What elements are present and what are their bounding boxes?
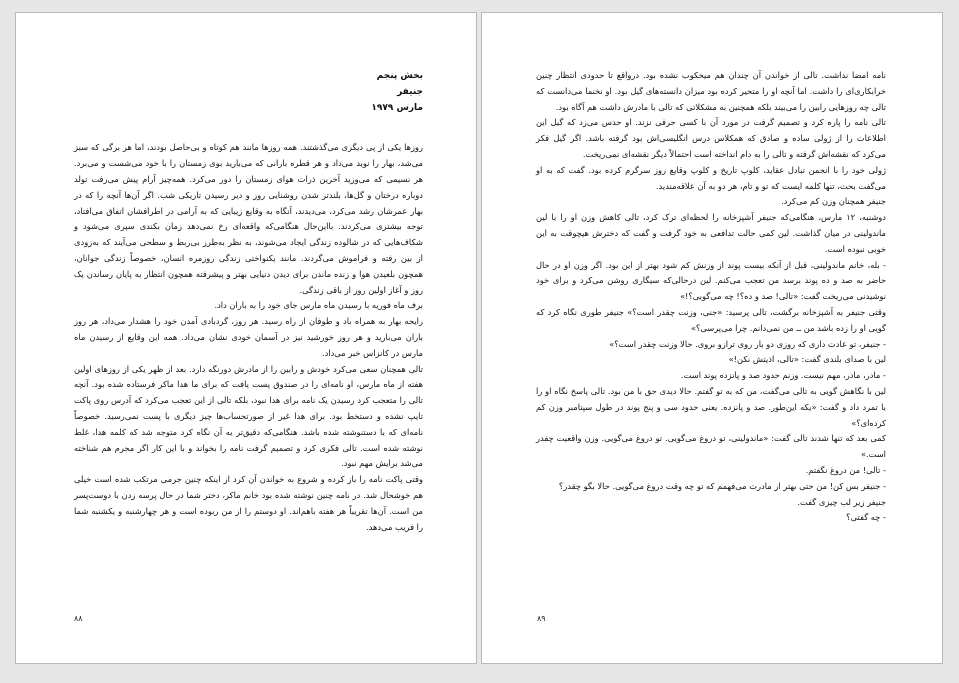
paragraph: وقتی پاکت نامه را باز کرده و شروع به خواندن آن کرد از اینکه چنین جرمی مرتکب شده است خیلی هم خوشحال شد. در نامه چنین نوشته شده بود خانم ماکر، دختر شما در حال پرسه زدن با دوست‌پسر من است. آن‌ها تقریباً هر هفته باهم‌اند. او دوستم را از من ربوده است و هر چهارشنبه و یکشنبه شما را فریب می‌دهد. — [74, 474, 423, 532]
paragraph: برف ماه فوریه با رسیدن ماه مارس جای خود را به باران داد. — [214, 300, 423, 311]
paragraph: - جنیفر بس کن! من حتی بهتر از مادرت می‌فهمم که تو چه وقت دروغ می‌گویی. حالا بگو چقدر؟ — [558, 480, 886, 491]
right-page-text — [536, 68, 886, 526]
character-name: جنیفر — [397, 86, 423, 97]
paragraph: لین با نگاهش گویی به تالی می‌گفت، من که به تو گفتم. حالا دیدی حق با من بود. تالی پاسخ نگاه او را با تمرد داد و گفت: «یکه این‌طور. صد و پانزده. یعنی حدود سی و پنج پوند در طول سپتامبر وزن کم کرده‌ای؟» — [536, 385, 886, 428]
paragraph: - مادر، مادر، مهم نیست. وزنم حدود صد و پانزده پوند است. — [681, 370, 886, 381]
paragraph: رایحه بهار به همراه باد و طوفان از راه رسید. هر روز، گردبادی آمدن خود را هشدار می‌داد، هر روز باران می‌بارید و هر روز خورشید نیز در آسمان خودی نشان می‌داد. همه این وقایع از رسیدن ماه مارس در کانزاس خبر می‌داد. — [74, 316, 423, 358]
left-page-text — [74, 69, 423, 535]
page-number: ۸۹ — [537, 614, 546, 623]
paragraph: - بله، خانم ماندولینی، قبل از آنکه بیست پوند از وزنش کم شود بهتر از این بود. اگر وزن او در حال حاضر به صد و ده پوند برسد من تعجب می‌کنم. لین درحالی‌که سیگاری روشن می‌کرد و برای خود نوشیدنی می‌ریخت گفت: «تالی! صد و ده؟! چه می‌گویی؟!» — [536, 259, 886, 302]
left-page — [15, 12, 477, 664]
chapter-date: مارس ۱۹۷۹ — [371, 102, 423, 113]
paragraph: - تالی! من دروغ نگفتم. — [805, 464, 886, 475]
paragraph: جنیفر همچنان وزن کم می‌کرد. — [781, 196, 886, 207]
paragraph: - چه گفتی؟ — [846, 512, 886, 523]
paragraph: ژولی خود را با انجمن تبادل عقاید، کلوپ تاریخ و کلوپ وقایع روز سرگرم کرده بود. گفت که به او می‌گفت بحث، تنها کلمه ایست که تو و تام، هر دو به آن علاقه‌مندید. — [536, 164, 886, 191]
paragraph: لین با صدای بلندی گفت: «تالی، اذیتش نکن!» — [728, 354, 886, 365]
paragraph: جنیفر زیر لب چیزی گفت. — [797, 496, 886, 507]
page-number: ۸۸ — [74, 614, 83, 623]
paragraph: - جنیفر، تو عادت داری که روزی دو بار روی ترازو بروی. حالا وزنت چقدر است؟» — [609, 338, 886, 349]
paragraph: وقتی جنیفر به آشپزخانه برگشت، تالی پرسید: «جنی، وزنت چقدر است؟» جنیفر طوری نگاه کرد که گویی او را زده باشد من ــ من نمی‌دانم. چرا می‌پرسی؟» — [536, 306, 886, 333]
paragraph: روزها یکی از پی دیگری می‌گذشتند. همه روزها مانند هم کوتاه و بی‌حاصل بودند، اما هر برگی که سبز می‌شد، بهار را نوید می‌داد و هر قطره بارانی که می‌بارید بوی زمستان را با خود می‌شست و می‌برد. هر نسیمی که می‌وزید آخرین ذرات هوای زمستان را دور می‌کرد. همه‌چیز آرام پیش می‌رفت تولد دوباره درختان و گل‌ها، بلندتر شدن روشنایی روز و دیر رسیدن تاریکی شب. اگر آن‌ها آنچه را که در بهار عمرشان رشد می‌کرد، می‌دیدند، آنگاه به وقایع زیبایی که به آرامی در اطرافشان اتفاق می‌افتاد، توجه بیشتری می‌کردند. بااین‌حال هنگامی‌که واقعه‌ای رخ نمی‌دهد زمان بکندی سپری می‌شود و شکاف‌هایی که در شالوده زندگی ایجاد می‌شوند، به نظر به‌طرز بی‌ربط و سطحی می‌آیند که به‌زودی از بین رفته و فراموش می‌گردند. مانند یکنواختی زندگی روزمره انسان، خصوصاً زندگی جوانان، همچون بلعیدن هوا و زنده ماندن برای دیدن دنیایی بهتر و پیشرفته همچون انتظار به پایان رساندن یک روز و آغاز اولین روز از باقی زندگی. — [74, 142, 423, 295]
paragraph: تالی نامه را پاره کرد و تصمیم گرفت در مورد آن با کسی حرفی نزند. او حدس می‌زد که گیل این اطلاعات را از ژولی ساده و صادق که همکلاس درس انگلیسی‌اش بود گرفته باشد. اگر گیل فکر می‌کرد که نقشه‌اش گرفته و تالی را به دام انداخته است احتمالاً دیگر نقشه‌ای نمی‌ریخت. — [536, 117, 886, 159]
paragraph: تالی همچنان سعی می‌کرد خودش و رابین را از مادرش دورنگه دارد. بعد از ظهر یکی از روزهای اولین هفته از ماه مارس، او نامه‌ای را در صندوق پست یافت که برای ما هدا ماکر فرستاده شده بود. آنچه تالی را متعجب کرد رسیدن یک نامه برای هدا نبود، بلکه تالی از این تعجب می‌کرد که آدرس روی پاکت تایپ نشده و دستخط بود. برای هدا غیر از صورتحساب‌ها چیز دیگری با پست نمی‌رسید. خصوصاً نامه‌ای که با دستنوشته شده باشد. هنگامی‌که دقیق‌تر به آن نگاه کرد متوجه شد که کلمه هدا، غلط نوشته شده است. تالی فکری کرد و تصمیم گرفت نامه را بخواند و با این کار اگر مجرم هم شناخته می‌شد برایش مهم نبود. — [74, 363, 423, 469]
paragraph: کمی بعد که تنها شدند تالی گفت: «ماندولینی، تو دروغ می‌گویی. تو دروغ می‌گویی. وزن واقعیت چقدر است.» — [536, 433, 886, 460]
section-heading: بخش پنجم — [376, 71, 423, 81]
paragraph: نامه امضا نداشت. تالی از خواندن آن چندان هم میخکوب نشده بود. درواقع تا حدودی انتظار چنین خرابکاری‌ای را داشت. اما آنچه او را متحیر کرده بود میزان دانسته‌های گیل بود. او نخنما می‌دانست که تالی چه روزهایی رابین را می‌بیند بلکه همچنین به مشکلاتی که تالی با مادرش داشت هم آگاه بود. — [536, 70, 886, 112]
right-page — [481, 12, 943, 664]
paragraph: دوشنبه، ۱۲ مارس، هنگامی‌که جنیفر آشپزخانه را لحظه‌ای ترک کرد، تالی کاهش وزن او را با لین ماندولینی در میان گذاشت. لین کمی حالت تدافعی به خود گرفت و گفت که دخترش هیچوقت به این خوبی نبوده است. — [536, 212, 886, 254]
